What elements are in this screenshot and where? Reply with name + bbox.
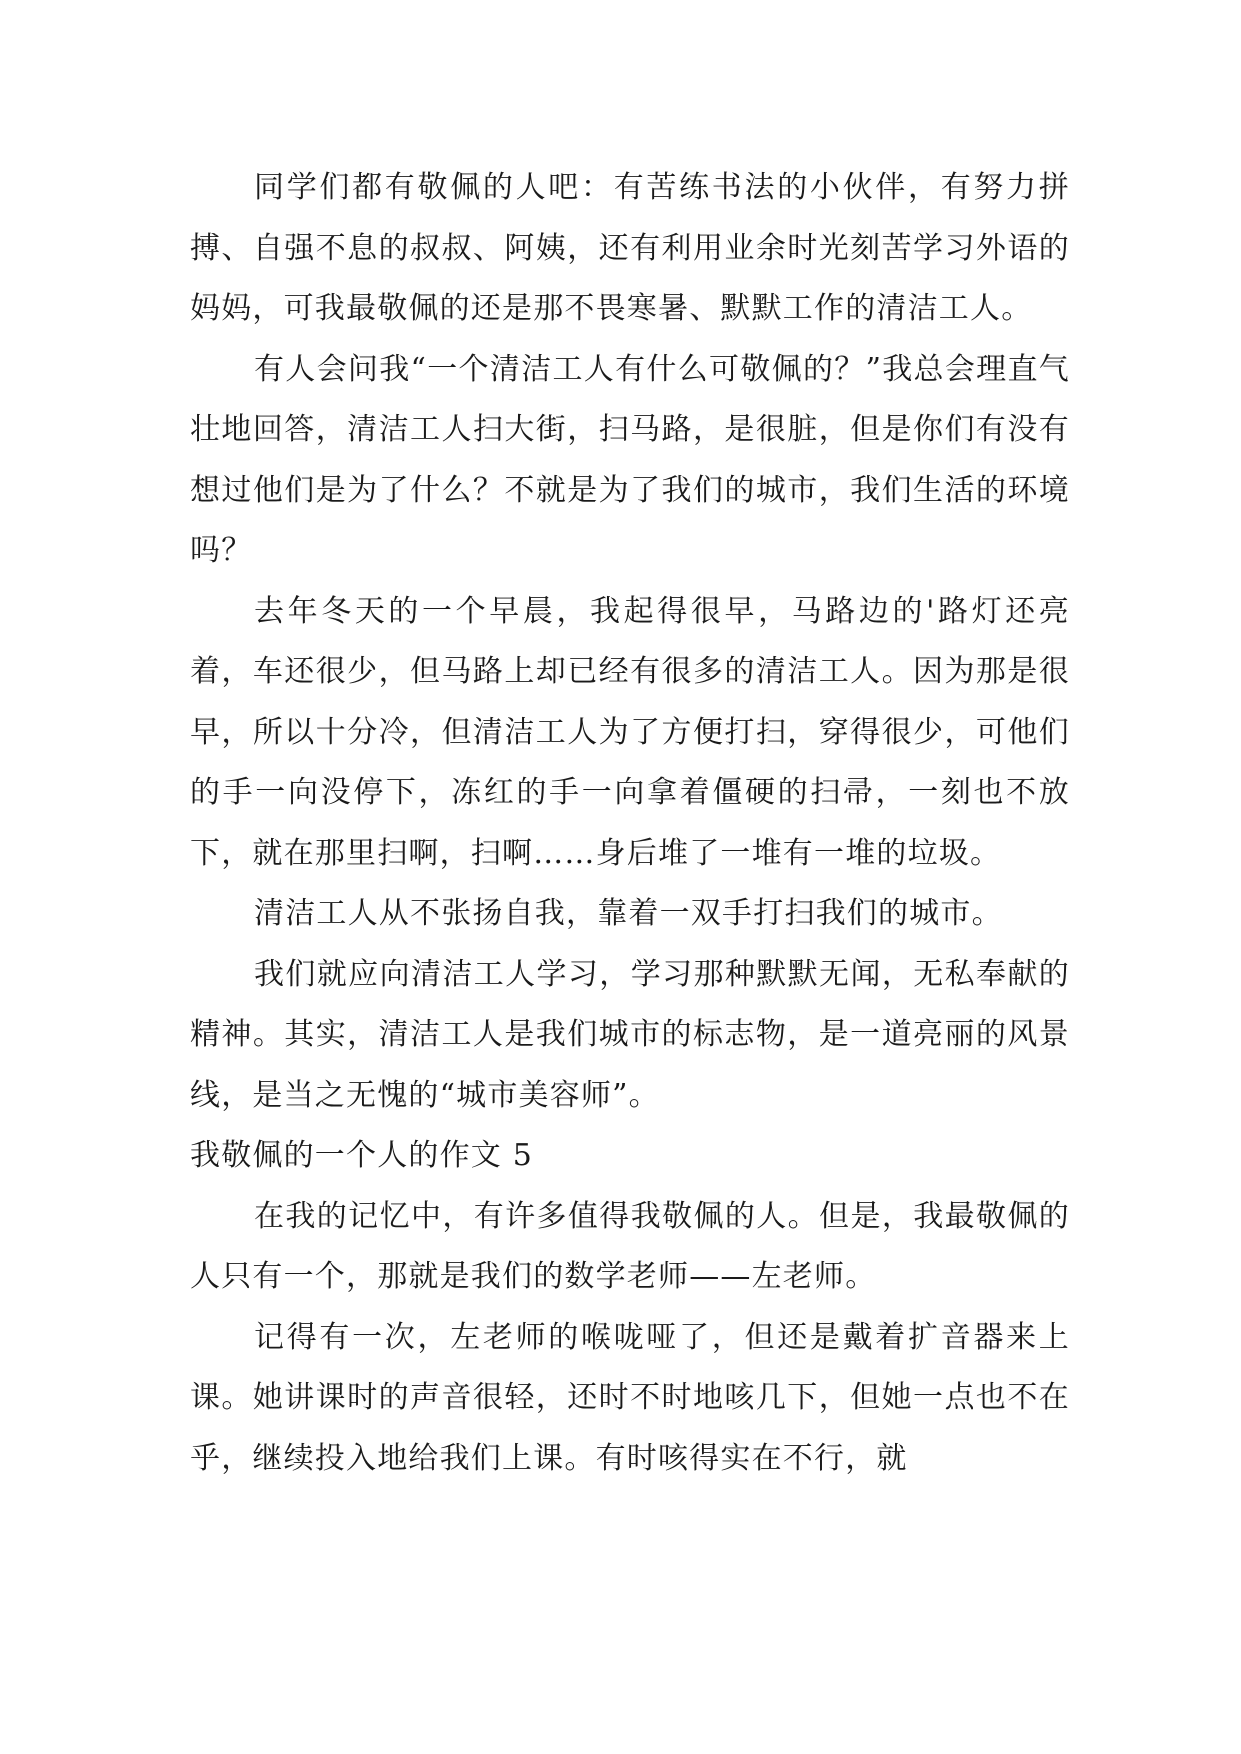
paragraph-hoarse-voice: 记得有一次，左老师的喉咙哑了，但还是戴着扩音器来上课。她讲课时的声音很轻，还时不时地咳几下，但她一点也不在乎，继续投入地给我们上课。有时咳得实在不行，就 [190,1319,1070,1476]
paragraph-admiration-intro: 同学们都有敬佩的人吧：有苦练书法的小伙伴，有努力拼搏、自强不息的叔叔、阿姨，还有利用业余时光刻苦学习外语的妈妈，可我最敬佩的还是那不畏寒暑、默默工作的清洁工人。 [190,170,1070,326]
essay-heading: 我敬佩的一个人的作文 5 [190,1138,534,1173]
paragraph-learn-spirit: 我们就应向清洁工人学习，学习那种默默无闻，无私奉献的精神。其实，清洁工人是我们城市的标志物，是一道亮丽的风景线，是当之无愧的“城市美容师”。 [190,956,1070,1113]
paragraph-math-teacher: 在我的记忆中，有许多值得我敬佩的人。但是，我最敬佩的人只有一个，那就是我们的数学老师——左老师。 [190,1198,1070,1294]
paragraph-modest-workers: 清洁工人从不张扬自我，靠着一双手打扫我们的城市。 [254,896,1003,931]
paragraph-question-answer: 有人会问我“一个清洁工人有什么可敬佩的？”我总会理直气壮地回答，清洁工人扫大街，扫马路，是很脏，但是你们有没有想过他们是为了什么？不就是为了我们的城市，我们生活的环境吗？ [190,351,1070,568]
document-body [190,158,1070,1489]
paragraph-winter-morning: 去年冬天的一个早晨，我起得很早，马路边的'路灯还亮着，车还很少，但马路上却已经有很多的清洁工人。因为那是很早，所以十分冷，但清洁工人为了方便打扫，穿得很少，可他们的手一向没停下，冻红的手一向拿着僵硬的扫帚，一刻也不放下，就在那里扫啊，扫啊……身后堆了一堆有一堆的垃圾。 [190,593,1070,871]
